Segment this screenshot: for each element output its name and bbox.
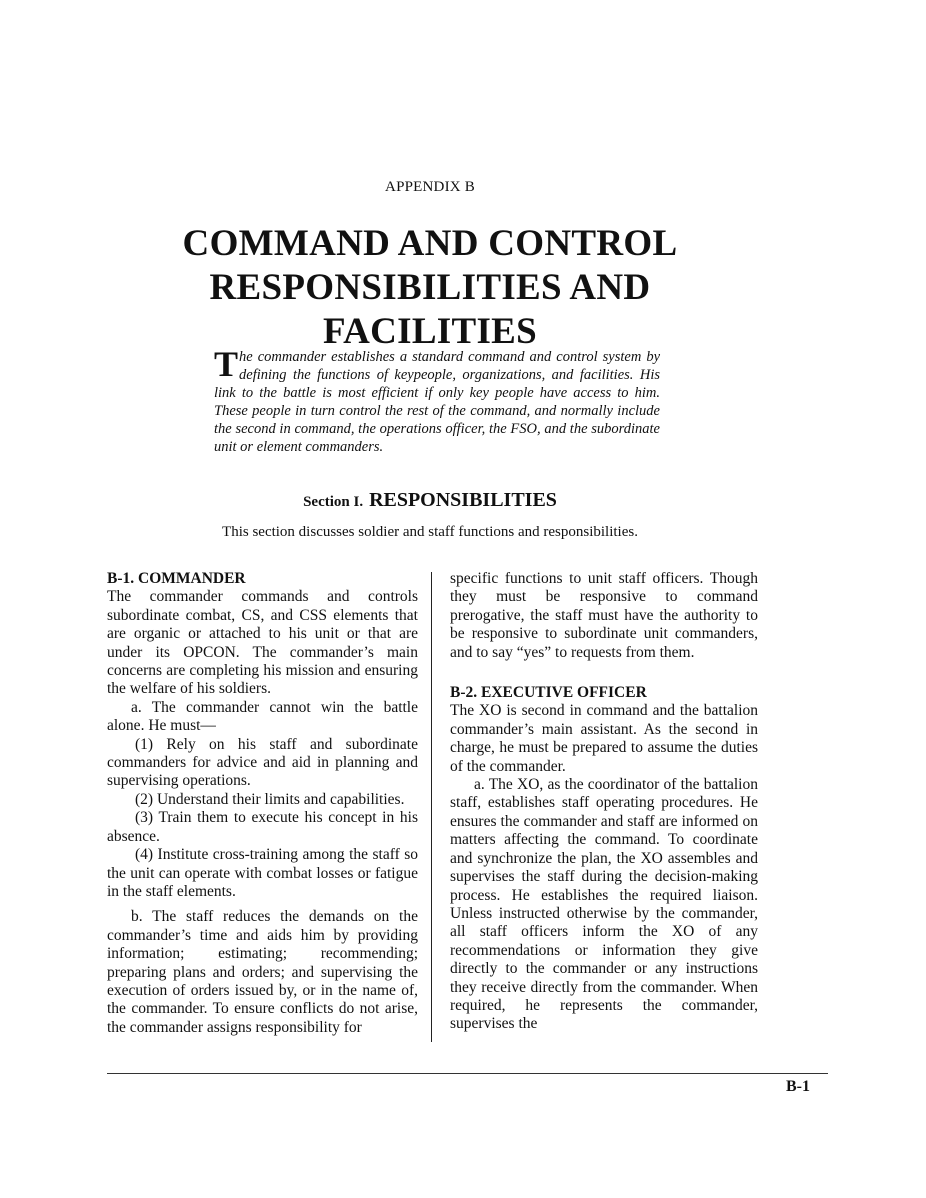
commander-heading: B-1. COMMANDER bbox=[107, 570, 246, 587]
title-line-2: RESPONSIBILITIES AND bbox=[209, 267, 651, 308]
intro-paragraph bbox=[214, 344, 660, 456]
title-line-1: COMMAND AND CONTROL bbox=[182, 223, 678, 264]
right-column bbox=[450, 570, 758, 1034]
commander-item-a: a. The commander cannot win the battle alone. He must— bbox=[107, 698, 418, 735]
section-title: RESPONSIBILITIES bbox=[369, 489, 557, 511]
page-title bbox=[100, 222, 760, 354]
executive-officer-item-a: a. The XO, as the coordinator of the battalion staff, establishes staff operating procedures. He ensures the commander and staff are informed on matters affecting the command. To coordinate and synchronize the plan, the XO assembles and supervises the staff during the decision-making process. He establishes the required liaison. Unless instructed otherwise by the commander, all staff officers inform the XO of any recommendations or information they give directly to the commander or any instructions they receive directly from the commander. When required, he represents the commander, supervises the bbox=[450, 776, 758, 1033]
title-line-3: FACILITIES bbox=[322, 311, 538, 352]
left-column bbox=[107, 570, 418, 1037]
commander-item-1: (1) Rely on his staff and subordinate commanders for advice and aid in planning and supervising operations. bbox=[107, 735, 418, 790]
drop-cap: T bbox=[214, 344, 239, 384]
column-divider bbox=[431, 572, 432, 1042]
footer-rule bbox=[107, 1073, 828, 1074]
commander-item-3: (3) Train them to execute his concept in his absence. bbox=[107, 809, 418, 845]
intro-text: he commander establishes a standard command and control system by defining the functions of keypeople, organizations, and facilities. His link to the battle is most efficient if only key people have access to him. These people in turn control the rest of the command, and normally include the second in command, the operations officer, the FSO, and the subordinate unit or element commanders. bbox=[214, 349, 660, 455]
commander-paragraph: The commander commands and controls subordinate combat, CS, and CSS elements that are organic or attached to his unit or that are under its OPCON. The commander’s main concerns are completing his mission and ensuring the welfare of his soldiers. bbox=[107, 588, 418, 698]
section-heading bbox=[0, 489, 860, 512]
section-label: Section I. bbox=[303, 494, 364, 510]
commander-item-2: (2) Understand their limits and capabilities. bbox=[135, 790, 405, 808]
appendix-label: APPENDIX B bbox=[385, 179, 475, 195]
executive-officer-heading: B-2. EXECUTIVE OFFICER bbox=[450, 684, 647, 702]
executive-officer-paragraph: The XO is second in command and the battalion commander’s main assistant. As the second in charge, he must be prepared to assume the duties of the commander. bbox=[450, 702, 758, 775]
commander-item-4: (4) Institute cross-training among the staff so the unit can operate with combat losses or fatigue in the staff elements. bbox=[107, 846, 418, 900]
commander-item-b: b. The staff reduces the demands on the commander’s time and aids him by providing information; estimating; recommending; preparing plans and orders; and supervising the execution of orders issued by, or in the name of, the commander. To ensure conflicts do not arise, the commander assigns responsibility for bbox=[107, 908, 418, 1036]
page-number: B-1 bbox=[786, 1078, 810, 1095]
section-intro: This section discusses soldier and staff functions and responsibilities. bbox=[222, 524, 638, 540]
staff-continuation: specific functions to unit staff officers. Though they must be responsive to command prerogative, the staff must have the authority to be responsive to subordinate unit commanders, and to say “yes” to requests from them. bbox=[450, 570, 758, 661]
